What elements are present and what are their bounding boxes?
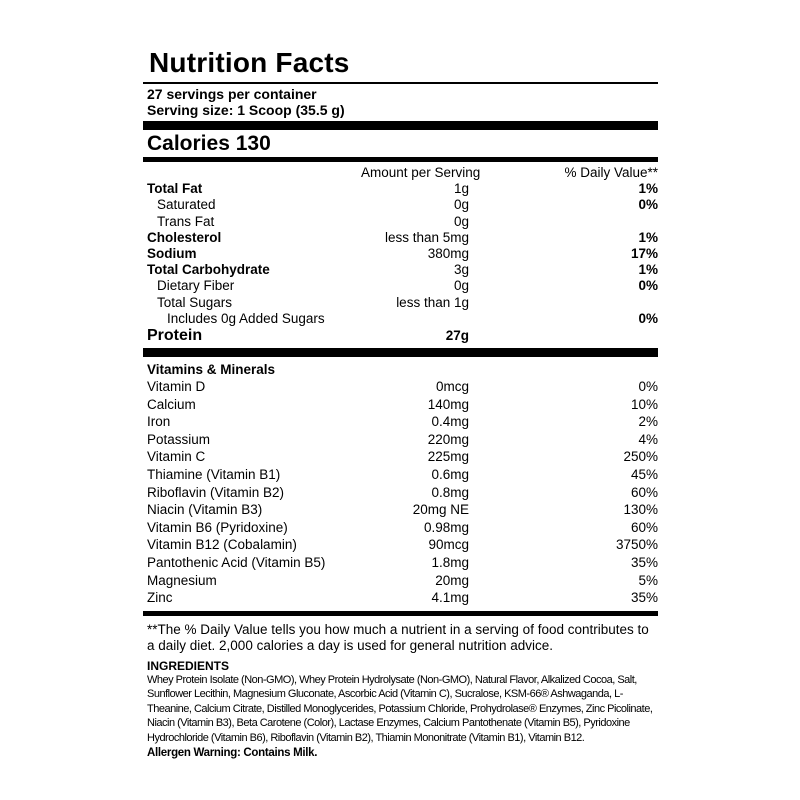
nutrient-row-added-sugars [143, 311, 658, 327]
vitamin-amount: 4.1mg [431, 590, 469, 606]
divider-thick [143, 348, 658, 357]
nutrient-name: Protein [147, 327, 203, 345]
nutrition-label [143, 47, 658, 761]
nutrient-row-total-sugars [143, 295, 658, 311]
nutrient-amount: 0g [453, 278, 469, 294]
vitamin-row [143, 466, 658, 484]
label-title: Nutrition Facts [149, 47, 350, 78]
nutrient-amount: less than 1g [396, 294, 469, 310]
nutrient-name: Total Sugars [157, 294, 233, 310]
nutrient-amount [361, 311, 469, 327]
vitamin-name: Vitamin D [147, 379, 206, 395]
nutrient-dv: 1% [638, 262, 658, 278]
vitamin-row [143, 501, 658, 519]
vitamin-list [143, 378, 658, 607]
vitamin-row [143, 413, 658, 431]
nutrient-row-cholesterol [143, 230, 658, 246]
dv-header: % Daily Value** [564, 165, 658, 180]
vitamin-row [143, 536, 658, 554]
vitamin-row [143, 572, 658, 590]
vitamin-dv: 250% [623, 449, 658, 465]
vitamin-row [143, 396, 658, 414]
divider-thick [143, 121, 658, 130]
vitamin-amount: 0mcg [435, 379, 469, 395]
vitamin-name: Potassium [147, 431, 211, 447]
vitamin-amount: 220mg [427, 431, 469, 447]
vitamin-name: Vitamin C [147, 449, 206, 465]
allergen-warning: Allergen Warning: Contains Milk. [147, 747, 318, 760]
vitamin-row [143, 448, 658, 466]
vitamin-amount: 0.98mg [423, 519, 469, 535]
nutrient-dv: 0% [638, 197, 658, 213]
nutrient-row-total-carbohydrate [143, 262, 658, 278]
nutrient-dv: 1% [638, 229, 658, 245]
vitamin-row [143, 519, 658, 537]
nutrient-amount: 3g [453, 262, 469, 278]
nutrient-dv: 17% [630, 246, 658, 262]
vitamin-amount: 0.6mg [431, 467, 469, 482]
nutrient-row-dietary-fiber [143, 278, 658, 294]
nutrient-row-saturated [143, 197, 658, 213]
vitamin-dv: 35% [630, 554, 658, 570]
vitamin-amount: 20mg NE [412, 502, 469, 518]
vitamin-amount: 140mg [427, 396, 469, 412]
nutrient-row-protein [143, 327, 658, 348]
nutrient-name: Trans Fat [157, 213, 215, 229]
vitamin-amount: 0.8mg [431, 484, 469, 500]
serving-size: Serving size: 1 Scoop (35.5 g) [147, 102, 345, 118]
nutrient-amount: 0g [453, 197, 469, 213]
nutrient-dv: 0% [638, 310, 658, 326]
nutrient-dv: 1% [638, 181, 658, 197]
vitamin-row [143, 554, 658, 572]
nutrient-name: Total Fat [147, 181, 203, 197]
nutrient-dv [469, 295, 658, 311]
nutrient-name: Total Carbohydrate [147, 262, 270, 278]
nutrient-name: Includes 0g Added Sugars [167, 310, 325, 326]
servings-per-container: 27 servings per container [147, 86, 317, 102]
nutrient-amount: 0g [453, 213, 469, 229]
amount-header: Amount per Serving [361, 165, 481, 180]
vitamin-row [143, 378, 658, 396]
nutrient-amount: less than 5mg [384, 229, 469, 245]
vitamin-row [143, 484, 658, 502]
vitamin-dv: 60% [630, 519, 658, 535]
vitamin-name: Calcium [147, 396, 196, 412]
footnote: **The % Daily Value tells you how much a nutrient in a serving of food contributes to a daily diet. 2,000 calories a day is used for general nutrition advice. [147, 621, 649, 654]
vitamins-title: Vitamins & Minerals [147, 362, 276, 378]
ingredients-text: Whey Protein Isolate (Non-GMO), Whey Protein Hydrolysate (Non-GMO), Natural Flavor, Alkalized Cocoa, Salt, Sunflower Lecithin, Magnesium Gluconate, Ascorbic Acid (Vitamin C), Sucralose, KSM-66® Ashwaganda, L-Theanine, Calcium Citrate, Distilled Monoglycerides, Potassium Chloride, Prohydrolase® Enzymes, Zinc Picolinate, Niacin (Vitamin B3), Beta Carotene (Color), Lactase Enzymes, Calcium Pantothenate (Vitamin B5), Pyridoxine Hydrochloride (Vitamin B6), Riboflavin (Vitamin B2), Thiamin Mononitrate (Vitamin B1), Vitamin B12. [147, 673, 653, 744]
vitamin-dv: 45% [630, 467, 658, 482]
nutrient-amount: 1g [453, 181, 469, 197]
vitamin-dv: 3750% [615, 537, 658, 553]
vitamin-amount: 90mcg [428, 537, 469, 553]
vitamin-amount: 225mg [427, 449, 469, 465]
nutrient-dv: 0% [638, 278, 658, 294]
vitamin-amount: 20mg [435, 572, 469, 588]
vitamin-name: Zinc [147, 590, 173, 606]
vitamin-dv: 5% [638, 572, 658, 588]
vitamin-name: Vitamin B12 (Cobalamin) [147, 537, 297, 553]
vitamin-row [143, 431, 658, 449]
nutrient-row-sodium [143, 246, 658, 262]
vitamin-name: Pantothenic Acid (Vitamin B5) [147, 554, 326, 570]
vitamin-dv: 35% [630, 590, 658, 606]
nutrient-amount: 27g [445, 328, 469, 344]
vitamin-amount: 1.8mg [431, 554, 469, 570]
nutrient-amount: 380mg [427, 246, 469, 262]
vitamin-name: Vitamin B6 (Pyridoxine) [147, 519, 288, 535]
nutrient-header [143, 162, 658, 181]
vitamin-row [143, 589, 658, 607]
nutrient-row-total-fat [143, 181, 658, 197]
vitamin-name: Niacin (Vitamin B3) [147, 502, 263, 518]
vitamin-dv: 130% [623, 502, 658, 518]
vitamin-dv: 4% [638, 431, 658, 447]
vitamin-name: Riboflavin (Vitamin B2) [147, 484, 285, 500]
vitamin-dv: 10% [630, 396, 658, 412]
nutrient-name: Saturated [157, 197, 216, 213]
vitamin-dv: 60% [630, 484, 658, 500]
nutrient-dv [469, 214, 658, 230]
nutrient-name: Sodium [147, 246, 197, 262]
ingredients-title: INGREDIENTS [147, 658, 230, 673]
nutrient-name: Dietary Fiber [157, 278, 235, 294]
vitamin-dv: 2% [638, 414, 658, 430]
vitamin-amount: 0.4mg [431, 414, 469, 430]
nutrient-row-trans-fat [143, 214, 658, 230]
vitamin-dv: 0% [638, 379, 658, 395]
vitamin-name: Thiamine (Vitamin B1) [147, 467, 281, 482]
calories: Calories 130 [147, 132, 271, 155]
nutrient-name: Cholesterol [147, 229, 222, 245]
vitamin-name: Iron [147, 414, 171, 430]
vitamin-name: Magnesium [147, 572, 217, 588]
